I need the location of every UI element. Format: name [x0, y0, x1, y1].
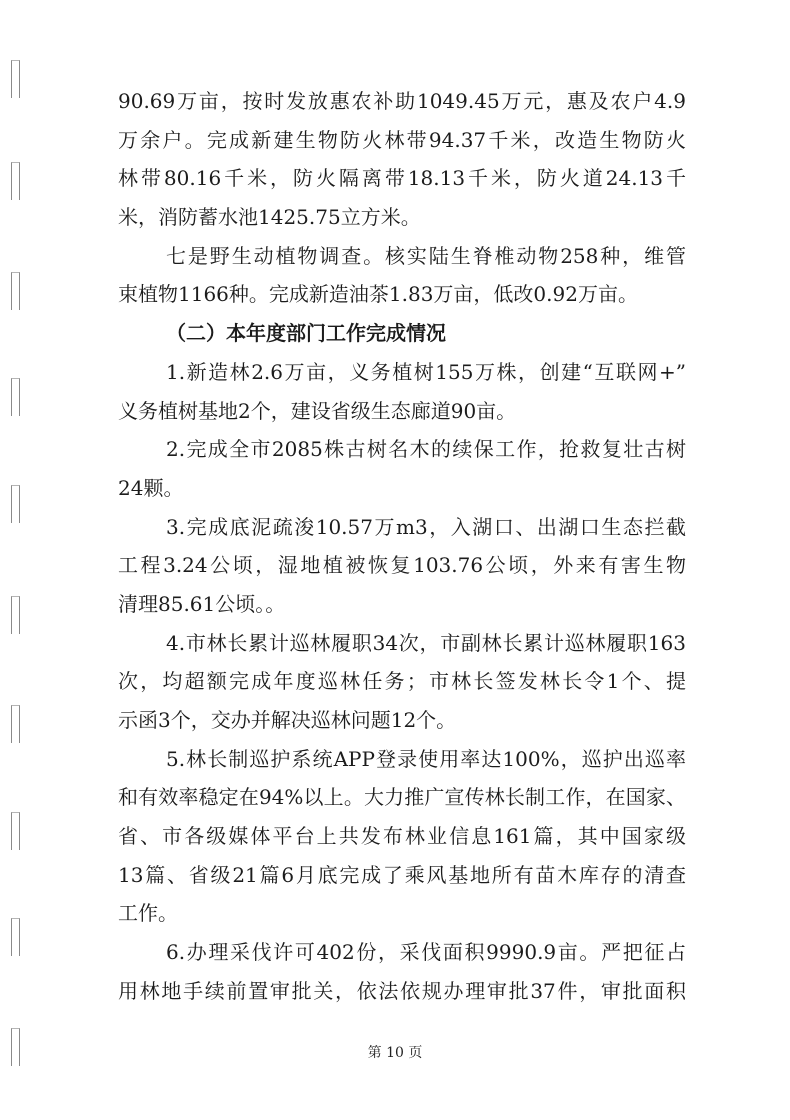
text-line: 省、市各级媒体平台上共发布林业信息161篇，其中国家级 — [118, 824, 686, 849]
page-number: 第 10 页 — [367, 1045, 423, 1061]
text-line: 工作。 — [118, 901, 178, 926]
text-line: 米，消防蓄水池1425.75立方米。 — [118, 205, 421, 230]
text-line: 束植物1166种。完成新造油茶1.83万亩，低改0.92万亩。 — [118, 282, 638, 307]
text-line: 2.完成全市2085株古树名木的续保工作，抢救复壮古树 — [166, 437, 686, 462]
text-line: 万余户。完成新建生物防火林带94.37千米，改造生物防火 — [118, 127, 686, 152]
text-line: 用林地手续前置审批关，依法依规办理审批37件，审批面积 — [118, 978, 686, 1003]
binding-mark — [11, 378, 20, 416]
text-line: 和有效率稳定在94%以上。大力推广宣传林长制工作，在国家、 — [118, 785, 686, 810]
text-line: 1.新造林2.6万亩，义务植树155万株，创建“互联网+” — [166, 359, 686, 384]
binding-mark — [11, 162, 20, 200]
text-line: 示函3个，交办并解决巡林问题12个。 — [118, 708, 457, 732]
text-line: 次，均超额完成年度巡林任务；市林长签发林长令1个、提 — [118, 669, 686, 694]
binding-mark — [11, 485, 20, 523]
binding-mark — [11, 60, 20, 98]
text-line: 90.69万亩，按时发放惠农补助1049.45万元，惠及农户4.9 — [118, 89, 686, 113]
binding-mark — [11, 812, 20, 850]
text-line: 七是野生动植物调查。核实陆生脊椎动物258种，维管 — [166, 243, 686, 268]
text-line: 24颗。 — [118, 475, 184, 500]
text-line: 13篇、省级21篇6月底完成了乘风基地所有苗木库存的清查 — [118, 862, 686, 887]
binding-mark — [11, 918, 20, 956]
text-line: 6.办理采伐许可402份，采伐面积9990.9亩。严把征占 — [166, 940, 686, 965]
text-line: 5.林长制巡护系统APP登录使用率达100%，巡护出巡率 — [166, 746, 686, 771]
text-line: 3.完成底泥疏浚10.57万m3，入湖口、出湖口生态拦截 — [166, 514, 686, 539]
binding-mark — [11, 596, 20, 634]
text-line: 义务植树基地2个，建设省级生态廊道90亩。 — [118, 398, 517, 423]
binding-mark — [11, 272, 20, 310]
document-body — [118, 82, 686, 1011]
text-line: 4.市林长累计巡林履职34次，市副林长累计巡林履职163 — [166, 630, 686, 655]
text-line: 清理85.61公顷。。 — [118, 591, 286, 616]
binding-mark — [11, 705, 20, 743]
text-line: 工程3.24公顷，湿地植被恢复103.76公顷，外来有害生物 — [118, 553, 686, 578]
text-line: 林带80.16千米，防火隔离带18.13千米，防火道24.13千 — [118, 166, 686, 191]
section-heading: （二）本年度部门工作完成情况 — [166, 321, 446, 346]
